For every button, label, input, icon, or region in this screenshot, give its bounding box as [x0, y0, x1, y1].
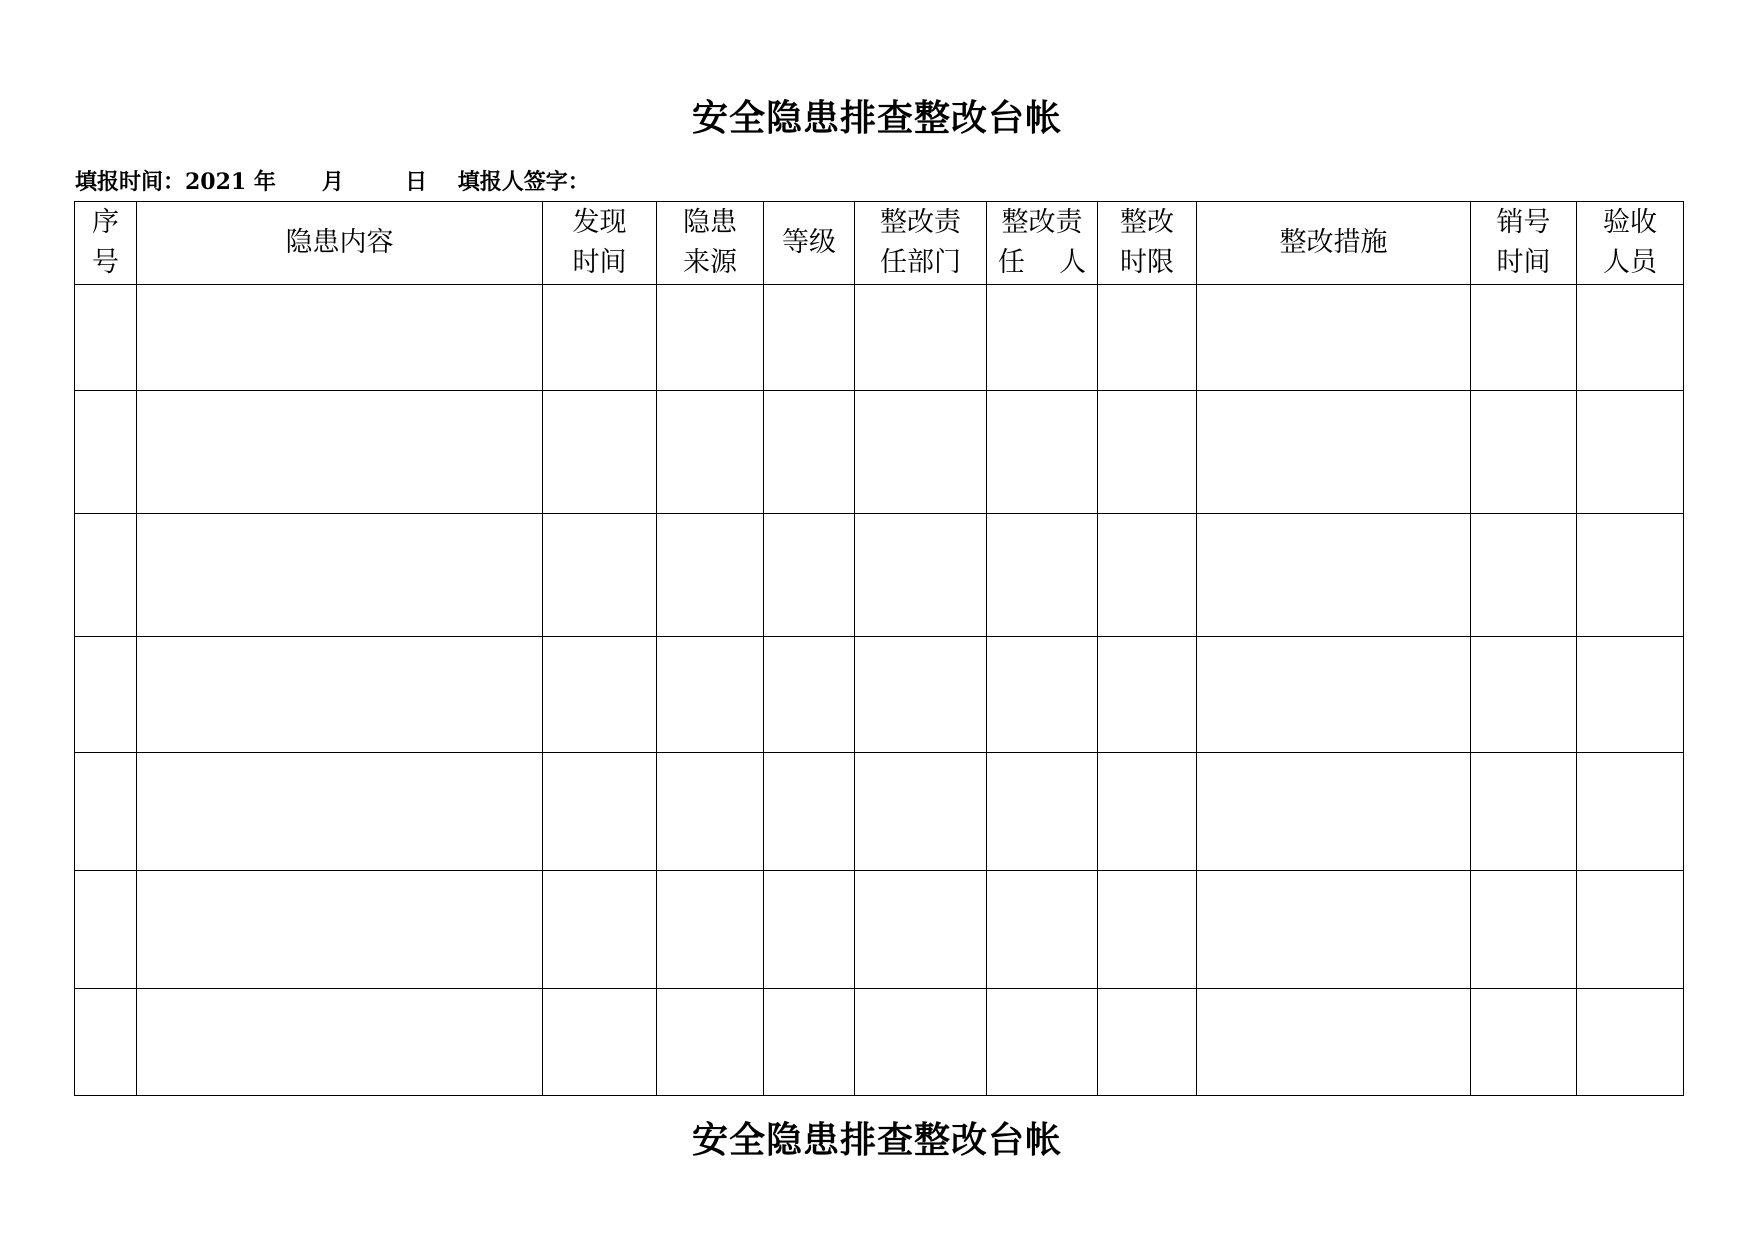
table-cell[interactable]	[987, 871, 1098, 989]
table-cell[interactable]	[1471, 871, 1577, 989]
table-row	[75, 285, 1684, 391]
table-cell[interactable]	[137, 391, 543, 514]
table-row	[75, 391, 1684, 514]
table-cell[interactable]	[1098, 753, 1197, 871]
col-header-level: 等级	[764, 202, 855, 285]
footer-title: 安全隐患排查整改台帐	[691, 1119, 1062, 1161]
table-cell[interactable]	[1197, 753, 1471, 871]
table-cell[interactable]	[543, 871, 657, 989]
table-cell[interactable]	[1197, 989, 1471, 1096]
table-cell[interactable]	[1197, 871, 1471, 989]
table-cell[interactable]	[764, 514, 855, 637]
table-cell[interactable]	[1471, 514, 1577, 637]
table-cell[interactable]	[137, 753, 543, 871]
table-cell[interactable]	[764, 391, 855, 514]
table-cell[interactable]	[543, 989, 657, 1096]
table-cell[interactable]	[855, 871, 987, 989]
table-cell[interactable]	[764, 871, 855, 989]
table-cell[interactable]	[987, 753, 1098, 871]
table-cell[interactable]	[137, 637, 543, 753]
table-cell[interactable]	[1197, 514, 1471, 637]
col-header-responsible-dept: 整改责 任部门	[855, 202, 987, 285]
table-cell[interactable]	[1471, 391, 1577, 514]
table-cell[interactable]	[1098, 871, 1197, 989]
col-header-inspector: 验收 人员	[1577, 202, 1684, 285]
table-cell[interactable]	[1471, 753, 1577, 871]
table-cell[interactable]	[657, 637, 764, 753]
table-cell[interactable]	[764, 637, 855, 753]
col-header-responsible-person: 整改责 任 人	[987, 202, 1098, 285]
col-header-measures: 整改措施	[1197, 202, 1471, 285]
table-row	[75, 514, 1684, 637]
table-cell[interactable]	[1197, 391, 1471, 514]
page-title: 安全隐患排查整改台帐	[691, 97, 1062, 139]
table-cell[interactable]	[1577, 514, 1684, 637]
table-row	[75, 753, 1684, 871]
table-cell[interactable]	[1197, 637, 1471, 753]
table-cell[interactable]	[987, 637, 1098, 753]
table-cell[interactable]	[987, 285, 1098, 391]
table-cell[interactable]	[1098, 989, 1197, 1096]
table-cell[interactable]	[987, 514, 1098, 637]
table-cell[interactable]	[75, 285, 137, 391]
table-cell[interactable]	[1577, 391, 1684, 514]
table-cell[interactable]	[764, 285, 855, 391]
table-cell[interactable]	[657, 871, 764, 989]
table-cell[interactable]	[764, 753, 855, 871]
table-cell[interactable]	[1471, 637, 1577, 753]
table-cell[interactable]	[764, 989, 855, 1096]
table-cell[interactable]	[137, 285, 543, 391]
table-cell[interactable]	[137, 871, 543, 989]
table-row	[75, 989, 1684, 1096]
table-cell[interactable]	[543, 637, 657, 753]
hazard-ledger-table	[74, 201, 1684, 1096]
table-cell[interactable]	[855, 391, 987, 514]
table-cell[interactable]	[75, 391, 137, 514]
table-cell[interactable]	[855, 989, 987, 1096]
fill-info-line: 填报时间：2021 年 月 日 填报人签字：	[75, 169, 590, 195]
table-cell[interactable]	[543, 514, 657, 637]
col-header-hazard-source: 隐患 来源	[657, 202, 764, 285]
col-header-deadline: 整改 时限	[1098, 202, 1197, 285]
col-header-found-time: 发现 时间	[543, 202, 657, 285]
table-cell[interactable]	[657, 753, 764, 871]
table-cell[interactable]	[657, 391, 764, 514]
table-row	[75, 637, 1684, 753]
table-cell[interactable]	[543, 391, 657, 514]
table-cell[interactable]	[1471, 285, 1577, 391]
table-cell[interactable]	[987, 391, 1098, 514]
table-cell[interactable]	[1098, 285, 1197, 391]
table-cell[interactable]	[1197, 285, 1471, 391]
table-cell[interactable]	[657, 285, 764, 391]
table-header-row	[75, 202, 1684, 285]
table-cell[interactable]	[1577, 285, 1684, 391]
table-cell[interactable]	[543, 285, 657, 391]
table-cell[interactable]	[137, 989, 543, 1096]
table-cell[interactable]	[1098, 514, 1197, 637]
table-cell[interactable]	[855, 285, 987, 391]
table-cell[interactable]	[855, 637, 987, 753]
table-cell[interactable]	[1098, 637, 1197, 753]
table-cell[interactable]	[1577, 753, 1684, 871]
table-cell[interactable]	[75, 753, 137, 871]
table-body	[75, 285, 1684, 1096]
table-cell[interactable]	[75, 637, 137, 753]
table-cell[interactable]	[75, 989, 137, 1096]
table-row	[75, 871, 1684, 989]
col-header-closing-time: 销号 时间	[1471, 202, 1577, 285]
table-cell[interactable]	[543, 753, 657, 871]
table-cell[interactable]	[75, 871, 137, 989]
col-header-index: 序 号	[75, 202, 137, 285]
table-cell[interactable]	[855, 514, 987, 637]
table-cell[interactable]	[855, 753, 987, 871]
table-cell[interactable]	[657, 989, 764, 1096]
table-cell[interactable]	[1471, 989, 1577, 1096]
table-cell[interactable]	[657, 514, 764, 637]
table-cell[interactable]	[1098, 391, 1197, 514]
table-cell[interactable]	[1577, 989, 1684, 1096]
table-cell[interactable]	[137, 514, 543, 637]
table-cell[interactable]	[1577, 871, 1684, 989]
table-cell[interactable]	[75, 514, 137, 637]
table-cell[interactable]	[987, 989, 1098, 1096]
table-cell[interactable]	[1577, 637, 1684, 753]
col-header-hazard-content: 隐患内容	[137, 202, 543, 285]
